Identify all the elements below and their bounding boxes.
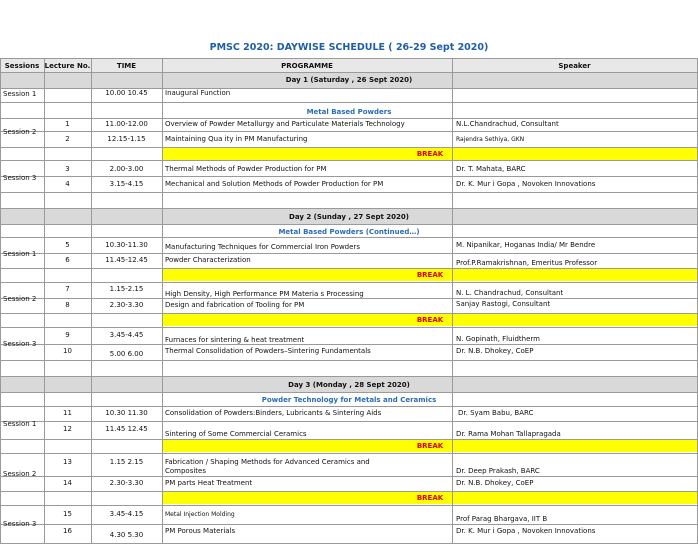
speaker-cell: Dr. N.B. Dhokey, CoEP — [456, 347, 534, 355]
speaker-cell: Dr. Syam Babu, BARC — [458, 409, 534, 417]
session-label: Session 3 — [3, 520, 37, 528]
row-line — [0, 327, 698, 328]
programme-cell: Thermal Methods of Powder Production for PM — [165, 165, 327, 173]
lecture-no: 7 — [65, 285, 70, 293]
break-day3-1: BREAK — [162, 440, 698, 452]
speaker-cell: N.L.Chandrachud, Consultant — [456, 120, 559, 128]
time-cell: 4.30 5.30 — [109, 531, 144, 539]
row-line — [0, 72, 698, 73]
break-day2-1: BREAK — [162, 269, 698, 281]
row-line — [0, 524, 698, 525]
row-line — [0, 131, 698, 132]
speaker-cell: Dr. Deep Prakash, BARC — [456, 467, 540, 475]
programme-cell: Manufacturing Techniques for Commercial Iron Powders — [165, 243, 360, 251]
row-line — [0, 147, 698, 148]
time-cell: 10.00 10.45 — [105, 89, 148, 97]
time-cell: 2.30-3.30 — [109, 479, 144, 487]
session-label: Session 1 — [3, 420, 37, 428]
programme-cell: Design and fabrication of Tooling for PM — [165, 301, 305, 309]
lecture-no: 14 — [63, 479, 72, 487]
time-cell: 1.15-2.15 — [109, 285, 144, 293]
row-line — [0, 208, 698, 209]
break-day3-2: BREAK — [162, 492, 698, 504]
session-label: Session 3 — [3, 174, 37, 182]
break-day2-2: BREAK — [162, 314, 698, 326]
row-line — [0, 268, 698, 269]
day-3-topic: Powder Technology for Metals and Ceramics — [261, 396, 437, 404]
row-line — [0, 421, 698, 422]
day-1-title: Day 1 (Saturday , 26 Sept 2020) — [285, 76, 413, 84]
speaker-cell: Prof.P.Ramakrishnan, Emeritus Professor — [456, 259, 598, 267]
session-label: Session 1 — [3, 90, 37, 98]
row-line — [0, 237, 698, 238]
time-cell: 2.00-3.00 — [109, 165, 144, 173]
session-label: Session 2 — [3, 470, 37, 478]
programme-cell: Mechanical and Solution Methods of Powder Production for PM — [165, 180, 384, 188]
row-line — [0, 406, 698, 407]
lecture-no: 8 — [65, 301, 70, 309]
row-line — [0, 476, 698, 477]
speaker-cell: Rajendra Sethiya, GKN — [456, 136, 525, 143]
speaker-cell: Dr. K. Mur i Gopa , Novoken Innovations — [456, 180, 596, 188]
day-2-title: Day 2 (Sunday , 27 Sept 2020) — [289, 213, 409, 221]
programme-cell: PM parts Heat Treatment — [165, 479, 253, 487]
programme-cell: Consolidation of Powders:Binders, Lubricants & Sintering Aids — [165, 409, 382, 417]
header-speaker: Speaker — [558, 62, 591, 70]
speaker-cell: Dr. Rama Mohan Tallapragada — [456, 430, 561, 438]
time-cell: 3.15-4.15 — [109, 180, 144, 188]
break-day1: BREAK — [162, 148, 698, 160]
session-label: Session 3 — [3, 340, 37, 348]
row-line — [0, 176, 698, 177]
lecture-no: 10 — [63, 347, 72, 355]
programme-cell: Maintaining Qua ity in PM Manufacturing — [165, 135, 308, 143]
lecture-no: 2 — [65, 135, 70, 143]
row-line — [0, 58, 698, 59]
time-cell: 12.15-1.15 — [107, 135, 146, 143]
session-label: Session 1 — [3, 250, 37, 258]
row-line — [0, 360, 698, 361]
programme-cell: Overview of Powder Metallurgy and Particulate Materials Technology — [165, 120, 405, 128]
speaker-cell: Dr. N.B. Dhokey, CoEP — [456, 479, 534, 487]
lecture-no: 4 — [65, 180, 70, 188]
speaker-cell: Dr. T. Mahata, BARC — [456, 165, 526, 173]
lecture-no: 13 — [63, 458, 72, 466]
programme-cell: Fabrication / Shaping Methods for Advanced Ceramics and — [165, 458, 370, 466]
lecture-no: 15 — [63, 510, 72, 518]
session-label: Session 2 — [3, 295, 37, 303]
day-1-topic: Metal Based Powders — [306, 108, 392, 116]
time-cell: 5.00 6.00 — [109, 350, 144, 358]
lecture-no: 5 — [65, 241, 70, 249]
row-line — [0, 192, 698, 193]
time-cell: 11.45-12.45 — [105, 256, 148, 264]
lecture-no: 11 — [63, 409, 72, 417]
programme-cell: PM Porous Materials — [165, 527, 236, 535]
lecture-no: 1 — [65, 120, 70, 128]
programme-cell: High Density, High Performance PM Materia s Processing — [165, 290, 364, 298]
header-lecture-no: Lecture No. — [44, 62, 91, 70]
day-3-title: Day 3 (Monday , 28 Sept 2020) — [288, 381, 410, 389]
row-line — [0, 392, 698, 393]
page-title: PMSC 2020: DAYWISE SCHEDULE ( 26-29 Sept 2020) — [209, 42, 489, 53]
speaker-cell: N. L. Chandrachud, Consultant — [456, 289, 564, 297]
time-cell: 3.45-4.45 — [109, 331, 144, 339]
row-line — [0, 253, 698, 254]
programme-cell: Metal Injection Molding — [165, 511, 235, 518]
session-label: Session 2 — [3, 128, 37, 136]
time-cell: 11.00-12.00 — [105, 120, 148, 128]
speaker-cell: Prof Parag Bhargava, IIT B — [456, 515, 548, 523]
lecture-no: 3 — [65, 165, 70, 173]
programme-cell: Sintering of Some Commercial Ceramics — [165, 430, 307, 438]
row-line — [0, 491, 698, 492]
lecture-no: 6 — [65, 256, 70, 264]
lecture-no: 12 — [63, 425, 72, 433]
row-line — [0, 439, 698, 440]
time-cell: 1.15 2.15 — [109, 458, 144, 466]
lecture-no: 16 — [63, 527, 72, 535]
row-line — [0, 505, 698, 506]
day-2-topic: Metal Based Powders (Continued…) — [278, 228, 420, 236]
row-line — [0, 376, 698, 377]
time-cell: 10.30 11.30 — [105, 409, 148, 417]
time-cell: 11.45 12.45 — [105, 425, 148, 433]
row-line — [0, 160, 698, 161]
programme-cell: Furnaces for sintering & heat treatment — [165, 336, 305, 344]
speaker-cell: Dr. K. Mur i Gopa , Novoken Innovations — [456, 527, 596, 535]
header-sessions: Sessions — [4, 62, 40, 70]
row-line — [0, 282, 698, 283]
row-line — [0, 102, 698, 103]
programme-cell: Thermal Consolidation of Powders–Sintering Fundamentals — [165, 347, 371, 355]
time-cell: 2.30-3.30 — [109, 301, 144, 309]
header-time: TIME — [116, 62, 137, 70]
time-cell: 3.45-4.15 — [109, 510, 144, 518]
row-line — [0, 224, 698, 225]
programme-cell: Inaugural Function — [165, 89, 231, 97]
row-line — [0, 118, 698, 119]
header-programme: PROGRAMME — [281, 62, 333, 70]
row-line — [0, 344, 698, 345]
row-line — [0, 313, 698, 314]
programme-cell-line2: Composites — [165, 467, 207, 475]
lecture-no: 9 — [65, 331, 70, 339]
programme-cell: Powder Characterization — [165, 256, 251, 264]
speaker-cell: N. Gopinath, Fluidtherm — [456, 335, 540, 343]
speaker-cell: Sanjay Rastogi, Consultant — [456, 300, 551, 308]
row-line — [0, 453, 698, 454]
time-cell: 10.30-11.30 — [105, 241, 148, 249]
speaker-cell: M. Nipanikar, Hoganas India/ Mr Bendre — [456, 241, 596, 249]
